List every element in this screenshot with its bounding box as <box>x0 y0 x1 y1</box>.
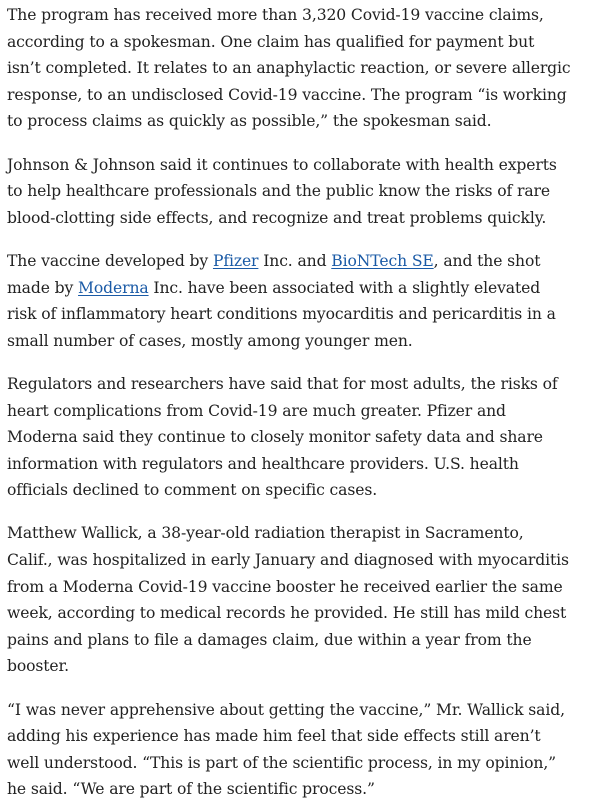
paragraph-text: , and the shot made by <box>7 251 541 297</box>
paragraph-text: Inc. have been associated with a slightly elevated risk of inflammatory heart conditions myocarditis and pericarditis in a small number of cases, mostly among younger men. <box>7 278 556 350</box>
biontech-link[interactable]: BioNTech SE <box>331 251 434 270</box>
paragraph-regulators: Regulators and researchers have said that for most adults, the risks of heart complications from Covid-19 are much greater. Pfizer and Moderna said they continue to closely monitor safety data and share information with regulators and healthcare providers. U.S. health officials declined to comment on specific cases. <box>7 374 558 500</box>
paragraph-text: The vaccine developed by <box>7 251 213 270</box>
paragraph-vaccine-developers <box>7 248 572 354</box>
moderna-link[interactable]: Moderna <box>78 278 149 297</box>
paragraph-program-claims: The program has received more than 3,320 Covid-19 vaccine claims, according to a spokesman. One claim has qualified for payment but isn’t completed. It relates to an anaphylactic reaction, or severe allergic response, to an undisclosed Covid-19 vaccine. The program “is working to process claims as quickly as possible,” the spokesman said. <box>7 6 571 131</box>
paragraph-text: Inc. and <box>258 251 332 270</box>
paragraph-matthew-wallick: Matthew Wallick, a 38-year-old radiation therapist in Sacramento, Calif., was hospitalized in early January and diagnosed with myocarditis from a Moderna Covid-19 vaccine booster he received earlier the same week, according to medical records he provided. He still has mild chest pains and plans to file a damages claim, due within a year from the booster. <box>7 524 569 676</box>
paragraph-wallick-quote: “I was never apprehensive about getting the vaccine,” Mr. Wallick said, adding his experience has made him feel that side effects still aren’t well understood. “This is part of the scientific process, in my opinion,” he said. “We are part of the scientific process.” <box>7 700 565 799</box>
pfizer-link[interactable]: Pfizer <box>212 251 259 270</box>
paragraph-johnson-and-johnson: Johnson & Johnson said it continues to collaborate with health experts to help healthcare professionals and the public know the risks of rare blood-clotting side effects, and recognize and treat problems quickly. <box>7 155 557 227</box>
